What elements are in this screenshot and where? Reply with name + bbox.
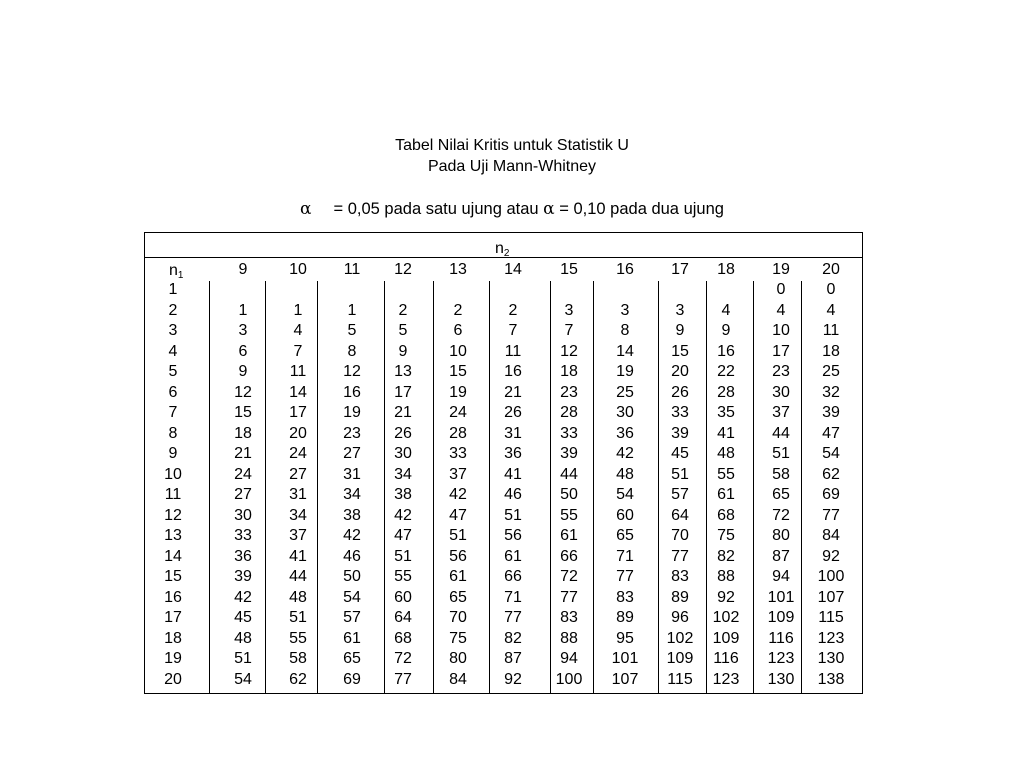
row-label-n1: 15 — [164, 568, 182, 585]
row-label-n1: 7 — [168, 404, 178, 421]
table-cell: 37 — [289, 527, 307, 544]
column-divider — [593, 281, 594, 693]
table-cell: 25 — [616, 383, 634, 401]
table-cell: 61 — [717, 486, 735, 503]
table-cell: 66 — [560, 547, 578, 565]
table-cell: 69 — [343, 670, 361, 688]
table-cell: 55 — [717, 465, 735, 483]
table-cell: 14 — [289, 383, 307, 401]
table-cell: 18 — [234, 424, 252, 442]
table-cell: 27 — [343, 445, 361, 462]
table-cell: 31 — [343, 465, 361, 483]
n2-subscript: 2 — [503, 248, 510, 259]
table-cell: 20 — [671, 363, 689, 380]
table-cell: 89 — [616, 609, 634, 626]
table-cell: 4 — [776, 301, 786, 319]
column-header: 18 — [717, 261, 735, 278]
table-cell: 123 — [712, 670, 740, 688]
table-subtitle: Pada Uji Mann-Whitney — [427, 158, 597, 175]
column-header: 20 — [822, 261, 840, 278]
table-cell: 54 — [616, 486, 634, 503]
table-cell: 100 — [817, 568, 845, 585]
table-cell: 7 — [564, 322, 574, 339]
table-cell: 5 — [347, 322, 357, 339]
table-cell: 61 — [343, 629, 361, 647]
table-cell: 42 — [234, 588, 252, 606]
table-cell: 130 — [817, 650, 845, 667]
table-cell: 65 — [343, 650, 361, 667]
row-label-n1: 4 — [168, 342, 178, 360]
row-label-n1: 17 — [164, 609, 182, 626]
table-cell: 8 — [347, 342, 357, 360]
table-cell: 56 — [449, 547, 467, 565]
table-cell: 94 — [772, 568, 790, 585]
table-cell: 5 — [398, 322, 408, 339]
table-cell: 50 — [560, 486, 578, 503]
column-header: 16 — [616, 261, 634, 278]
table-cell: 39 — [560, 445, 578, 462]
table-cell: 102 — [712, 609, 740, 626]
table-cell: 15 — [449, 363, 467, 380]
table-cell: 16 — [717, 342, 735, 360]
table-cell: 68 — [394, 629, 412, 647]
table-cell: 84 — [822, 527, 840, 544]
table-cell: 8 — [620, 322, 630, 339]
table-cell: 47 — [449, 506, 467, 524]
table-cell: 64 — [671, 506, 689, 524]
table-cell: 44 — [289, 568, 307, 585]
column-header: 17 — [671, 261, 689, 278]
table-cell: 83 — [560, 609, 578, 626]
table-cell: 62 — [289, 670, 307, 688]
table-cell: 1 — [347, 301, 357, 319]
table-cell: 3 — [620, 301, 630, 319]
table-cell: 71 — [616, 547, 634, 565]
table-cell: 84 — [449, 670, 467, 688]
column-header: 10 — [289, 261, 307, 278]
column-header: 14 — [504, 261, 522, 278]
table-cell: 30 — [616, 404, 634, 421]
table-cell: 89 — [671, 588, 689, 606]
table-cell: 37 — [449, 465, 467, 483]
table-cell: 34 — [343, 486, 361, 503]
table-cell: 24 — [289, 445, 307, 462]
table-cell: 12 — [234, 383, 252, 401]
table-cell: 11 — [504, 342, 522, 360]
table-cell: 3 — [238, 322, 248, 339]
table-cell: 21 — [394, 404, 412, 421]
table-cell: 101 — [767, 588, 795, 606]
table-cell: 83 — [671, 568, 689, 585]
table-cell: 77 — [504, 609, 522, 626]
table-cell: 65 — [616, 527, 634, 544]
table-cell: 82 — [504, 629, 522, 647]
table-cell: 54 — [234, 670, 252, 688]
table-cell: 54 — [343, 588, 361, 606]
table-cell: 70 — [449, 609, 467, 626]
table-cell: 46 — [504, 486, 522, 503]
row-label-n1: 9 — [168, 445, 178, 462]
table-cell: 80 — [772, 527, 790, 544]
table-cell: 60 — [616, 506, 634, 524]
table-cell: 6 — [238, 342, 248, 360]
table-cell: 116 — [713, 650, 739, 667]
table-cell: 44 — [772, 424, 790, 442]
table-cell: 58 — [289, 650, 307, 667]
alpha-symbol: α — [300, 199, 312, 219]
table-cell: 51 — [394, 547, 412, 565]
table-cell: 19 — [616, 363, 634, 380]
table-cell: 31 — [289, 486, 307, 503]
table-cell: 24 — [449, 404, 467, 421]
table-cell: 11 — [289, 363, 307, 380]
table-cell: 42 — [394, 506, 412, 524]
table-cell: 64 — [394, 609, 412, 626]
table-cell: 42 — [343, 527, 361, 544]
table-cell: 25 — [822, 363, 840, 380]
table-cell: 17 — [289, 404, 307, 421]
table-cell: 7 — [508, 322, 518, 339]
table-cell: 26 — [504, 404, 522, 421]
table-cell: 62 — [822, 465, 840, 483]
alpha-text-one-tail: = 0,05 pada satu ujung atau — [333, 200, 539, 218]
table-cell: 109 — [767, 609, 795, 626]
table-cell: 95 — [616, 629, 634, 647]
table-cell: 35 — [717, 404, 735, 421]
table-cell: 51 — [504, 506, 522, 524]
table-cell: 11 — [822, 322, 840, 339]
table-cell: 75 — [449, 629, 467, 647]
table-cell: 36 — [616, 424, 634, 442]
table-cell: 41 — [289, 547, 307, 565]
row-label-n1: 1 — [168, 281, 178, 298]
table-cell: 57 — [671, 486, 689, 503]
table-cell: 109 — [712, 629, 740, 647]
column-header: 12 — [394, 261, 412, 278]
table-cell: 116 — [768, 629, 794, 647]
table-title: Tabel Nilai Kritis untuk Statistik U — [395, 137, 629, 154]
table-cell: 92 — [504, 670, 522, 688]
table-cell: 16 — [343, 383, 361, 401]
table-cell: 56 — [504, 527, 522, 544]
table-cell: 115 — [818, 609, 844, 626]
table-cell: 92 — [822, 547, 840, 565]
table-cell: 77 — [616, 568, 634, 585]
table-cell: 115 — [667, 670, 693, 688]
row-label-n1: 6 — [168, 383, 178, 401]
table-cell: 61 — [504, 547, 522, 565]
table-cell: 55 — [289, 629, 307, 647]
column-header: 9 — [238, 261, 248, 278]
table-cell: 24 — [234, 465, 252, 483]
table-cell: 41 — [717, 424, 735, 442]
table-cell: 80 — [449, 650, 467, 667]
row-label-n1: 10 — [164, 465, 182, 483]
table-cell: 31 — [504, 424, 522, 442]
table-cell: 36 — [234, 547, 252, 565]
table-cell: 88 — [717, 568, 735, 585]
table-cell: 41 — [504, 465, 522, 483]
table-cell: 2 — [508, 301, 518, 319]
table-cell: 87 — [772, 547, 790, 565]
table-cell: 21 — [234, 445, 252, 462]
table-cell: 87 — [504, 650, 522, 667]
table-cell: 82 — [717, 547, 735, 565]
n1-letter: n — [169, 262, 178, 279]
table-cell: 77 — [671, 547, 689, 565]
alpha-text-two-tail: = 0,10 pada dua ujung — [559, 200, 724, 218]
table-cell: 14 — [616, 342, 634, 360]
column-header: 15 — [560, 261, 578, 278]
column-divider — [265, 281, 266, 693]
row-label-n1: 2 — [168, 301, 178, 319]
table-cell: 70 — [671, 527, 689, 544]
row-label-n1: 20 — [164, 670, 182, 688]
row-label-n1: 11 — [164, 486, 182, 503]
table-cell: 4 — [293, 322, 303, 339]
table-cell: 26 — [394, 424, 412, 442]
table-cell: 100 — [555, 670, 583, 688]
table-cell: 44 — [560, 465, 578, 483]
table-cell: 51 — [671, 465, 689, 483]
column-header: 19 — [772, 261, 790, 278]
table-cell: 34 — [289, 506, 307, 524]
table-cell: 22 — [717, 363, 735, 380]
table-cell: 72 — [772, 506, 790, 524]
table-cell: 57 — [343, 609, 361, 626]
table-cell: 65 — [772, 486, 790, 503]
n2-letter: n — [495, 240, 504, 257]
table-cell: 9 — [398, 342, 408, 360]
table-cell: 10 — [449, 342, 467, 360]
table-cell: 18 — [822, 342, 840, 360]
table-cell: 20 — [289, 424, 307, 442]
n1-subscript: 1 — [177, 270, 184, 281]
table-cell: 51 — [449, 527, 467, 544]
table-cell: 72 — [394, 650, 412, 667]
table-cell: 17 — [772, 342, 790, 360]
column-divider — [489, 281, 490, 693]
table-cell: 42 — [616, 445, 634, 462]
table-cell: 48 — [289, 588, 307, 606]
table-cell: 17 — [394, 383, 412, 401]
table-cell: 123 — [767, 650, 795, 667]
table-cell: 50 — [343, 568, 361, 585]
table-cell: 32 — [822, 383, 840, 401]
table-cell: 21 — [504, 383, 522, 401]
significance-line — [0, 199, 1024, 219]
table-cell: 12 — [560, 342, 578, 360]
table-cell: 2 — [453, 301, 463, 319]
table-cell: 47 — [394, 527, 412, 544]
table-cell: 39 — [822, 404, 840, 421]
table-cell: 39 — [234, 568, 252, 585]
table-cell: 38 — [343, 506, 361, 524]
table-cell: 65 — [449, 588, 467, 606]
table-cell: 101 — [611, 650, 639, 667]
table-cell: 68 — [717, 506, 735, 524]
table-cell: 61 — [560, 527, 578, 544]
table-cell: 13 — [394, 363, 412, 380]
table-cell: 19 — [343, 404, 361, 421]
table-cell: 34 — [394, 465, 412, 483]
table-cell: 109 — [666, 650, 694, 667]
table-cell: 71 — [504, 588, 522, 606]
row-label-n1: 5 — [168, 363, 178, 380]
alpha-symbol-2: α — [543, 199, 555, 219]
table-cell: 9 — [238, 363, 248, 380]
table-cell: 4 — [721, 301, 731, 319]
table-cell: 92 — [717, 588, 735, 606]
table-cell: 88 — [560, 629, 578, 647]
table-cell: 60 — [394, 588, 412, 606]
table-cell: 96 — [671, 609, 689, 626]
table-cell: 0 — [776, 281, 786, 298]
table-cell: 58 — [772, 465, 790, 483]
table-cell: 37 — [772, 404, 790, 421]
column-header: 13 — [449, 261, 467, 278]
table-cell: 83 — [616, 588, 634, 606]
column-header: 11 — [343, 261, 361, 278]
table-cell: 94 — [560, 650, 578, 667]
table-cell: 45 — [234, 609, 252, 626]
table-cell: 107 — [611, 670, 639, 688]
table-cell: 77 — [394, 670, 412, 688]
table-cell: 55 — [394, 568, 412, 585]
table-cell: 51 — [234, 650, 252, 667]
table-cell: 15 — [671, 342, 689, 360]
row-label-n1: 8 — [168, 424, 178, 442]
table-cell: 69 — [822, 486, 840, 503]
table-cell: 46 — [343, 547, 361, 565]
table-cell: 33 — [234, 527, 252, 544]
table-cell: 19 — [449, 383, 467, 401]
table-cell: 75 — [717, 527, 735, 544]
table-cell: 66 — [504, 568, 522, 585]
row-label-n1: 3 — [168, 322, 178, 339]
table-cell: 4 — [826, 301, 836, 319]
table-cell: 12 — [343, 363, 361, 380]
table-cell: 107 — [817, 588, 845, 606]
column-divider — [433, 281, 434, 693]
table-cell: 39 — [671, 424, 689, 442]
table-cell: 77 — [822, 506, 840, 524]
table-cell: 77 — [560, 588, 578, 606]
table-cell: 123 — [817, 629, 845, 647]
table-cell: 10 — [772, 322, 790, 339]
table-cell: 9 — [721, 322, 731, 339]
table-cell: 9 — [675, 322, 685, 339]
row-label-n1: 14 — [164, 547, 182, 565]
table-cell: 54 — [822, 445, 840, 462]
row-label-n1: 12 — [164, 506, 182, 524]
table-cell: 138 — [817, 670, 845, 688]
table-cell: 27 — [234, 486, 252, 503]
table-cell: 28 — [560, 404, 578, 421]
table-cell: 55 — [560, 506, 578, 524]
table-cell: 38 — [394, 486, 412, 503]
table-cell: 45 — [671, 445, 689, 462]
table-cell: 16 — [504, 363, 522, 380]
table-cell: 6 — [453, 322, 463, 339]
table-cell: 130 — [767, 670, 795, 688]
table-cell: 7 — [293, 342, 303, 360]
row-label-n1: 13 — [164, 527, 182, 544]
table-cell: 26 — [671, 383, 689, 401]
table-cell: 51 — [772, 445, 790, 462]
critical-values-table — [144, 232, 863, 694]
table-cell: 48 — [234, 629, 252, 647]
table-cell: 28 — [717, 383, 735, 401]
table-cell: 42 — [449, 486, 467, 503]
table-cell: 36 — [504, 445, 522, 462]
table-cell: 47 — [822, 424, 840, 442]
table-cell: 72 — [560, 568, 578, 585]
row-label-n1: 18 — [164, 629, 182, 647]
column-divider — [209, 281, 210, 693]
table-cell: 27 — [289, 465, 307, 483]
table-cell: 33 — [449, 445, 467, 462]
table-cell: 30 — [772, 383, 790, 401]
table-cell: 30 — [394, 445, 412, 462]
table-cell: 0 — [826, 281, 836, 298]
table-cell: 23 — [560, 383, 578, 401]
table-cell: 1 — [238, 301, 248, 319]
row-label-n1: 16 — [164, 588, 182, 606]
table-cell: 33 — [671, 404, 689, 421]
table-cell: 2 — [398, 301, 408, 319]
table-cell: 1 — [293, 301, 303, 319]
table-cell: 51 — [289, 609, 307, 626]
table-cell: 33 — [560, 424, 578, 442]
table-cell: 48 — [616, 465, 634, 483]
table-cell: 30 — [234, 506, 252, 524]
row-label-n1: 19 — [164, 650, 182, 667]
table-cell: 23 — [772, 363, 790, 380]
table-cell: 15 — [234, 404, 252, 421]
column-divider — [753, 281, 754, 693]
table-cell: 28 — [449, 424, 467, 442]
table-cell: 18 — [560, 363, 578, 380]
table-cell: 102 — [666, 629, 694, 647]
table-cell: 48 — [717, 445, 735, 462]
table-cell: 23 — [343, 424, 361, 442]
table-cell: 3 — [675, 301, 685, 319]
table-cell: 61 — [449, 568, 467, 585]
table-cell: 3 — [564, 301, 574, 319]
